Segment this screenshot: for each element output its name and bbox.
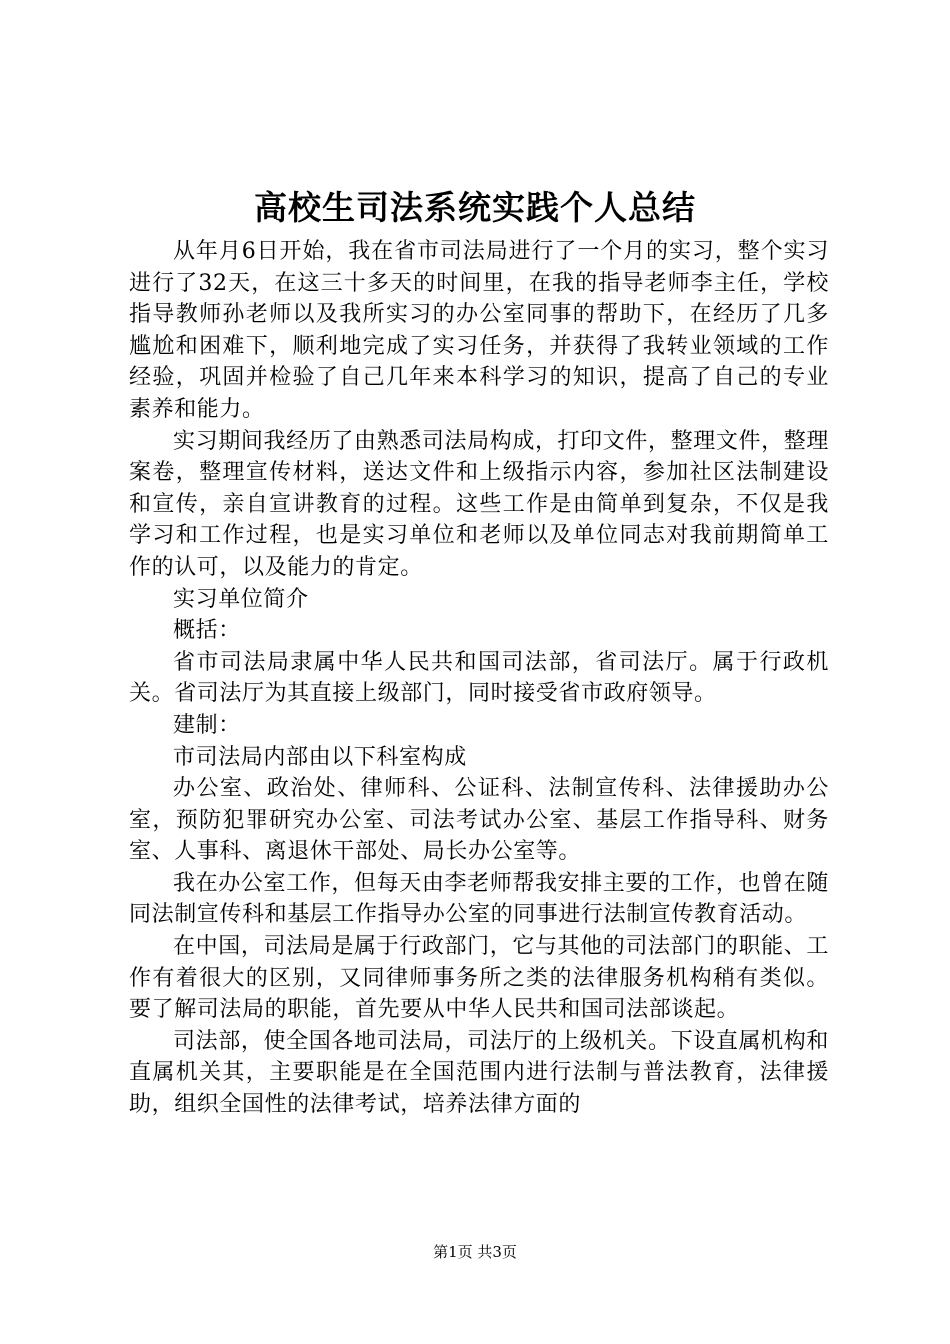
- paragraph: 司法部，使全国各地司法局，司法厅的上级机关。下设直属机构和直属机关其，主要职能是在全国范围内进行法制与普法教育，法律援助，组织全国性的法律考试，培养法律方面的: [129, 1028, 829, 1118]
- paragraph: 实习期间我经历了由熟悉司法局构成，打印文件，整理文件，整理案卷，整理宣传材料，送达文件和上级指示内容，参加社区法制建设和宣传，亲自宣讲教育的过程。这些工作是由简单到复杂，不仅是我学习和工作过程，也是实习单位和老师以及单位同志对我前期简单工作的认可，以及能力的肯定。: [129, 428, 829, 580]
- page-number-footer: 第1页 共3页: [433, 1243, 517, 1261]
- document-title: 高校生司法系统实践个人总结: [254, 188, 696, 227]
- document-body: [129, 236, 829, 1121]
- paragraph: 办公室、政治处、律师科、公证科、法制宣传科、法律援助办公室，预防犯罪研究办公室、司法考试办公室、基层工作指导科、财务室、人事科、离退休干部处、局长办公室等。: [129, 776, 829, 865]
- paragraph: 市司法局内部由以下科室构成: [173, 744, 467, 770]
- paragraph: 在中国，司法局是属于行政部门，它与其他的司法部门的职能、工作有着很大的区别，又同律师事务所之类的法律服务机构稍有类似。要了解司法局的职能，首先要从中华人民共和国司法部谈起。: [129, 934, 829, 1023]
- paragraph: 我在办公室工作，但每天由李老师帮我安排主要的工作，也曾在随同法制宣传科和基层工作指导办公室的同事进行法制宣传教育活动。: [129, 870, 829, 928]
- section-heading: 概括：: [173, 618, 241, 644]
- section-heading: 实习单位简介: [173, 586, 309, 612]
- paragraph: 从年月6日开始，我在省市司法局进行了一个月的实习，整个实习进行了32天，在这三十多天的时间里，在我的指导老师李主任，学校指导教师孙老师以及我所实习的办公室同事的帮助下，在经历了几多尴尬和困难下，顺利地完成了实习任务，并获得了我转业领域的工作经验，巩固并检验了自己几年来本科学习的知识，提高了自己的专业素养和能力。: [129, 239, 829, 422]
- paragraph: 省市司法局隶属中华人民共和国司法部，省司法厅。属于行政机关。省司法厅为其直接上级部门，同时接受省市政府领导。: [129, 649, 829, 707]
- section-heading: 建制：: [173, 712, 241, 738]
